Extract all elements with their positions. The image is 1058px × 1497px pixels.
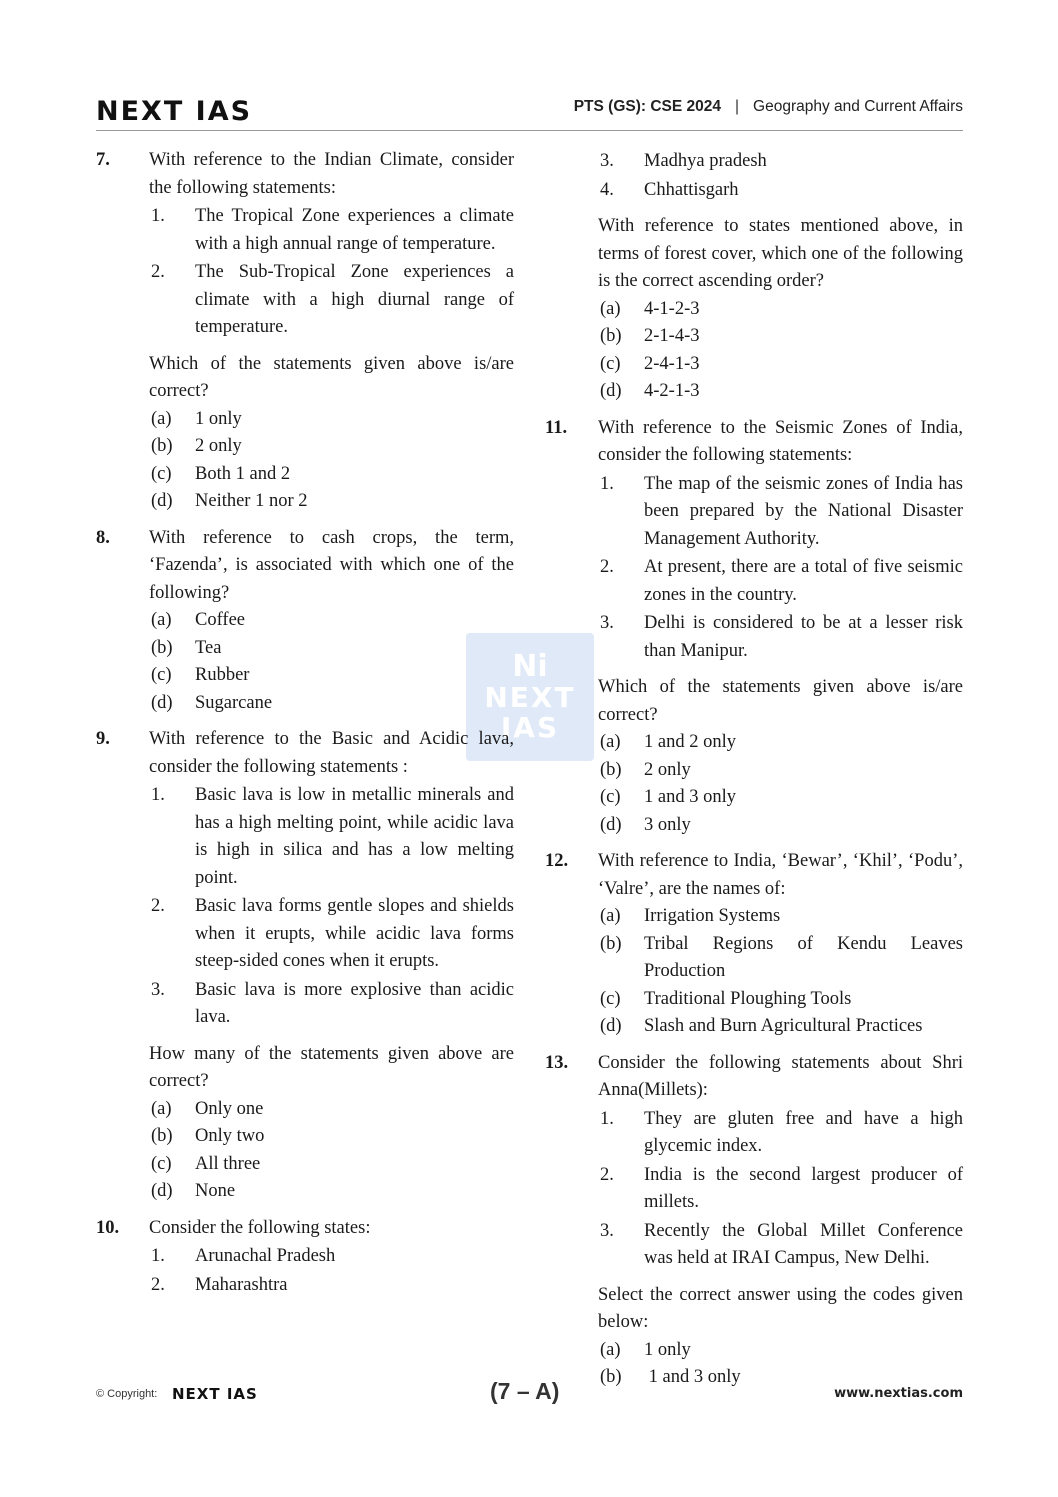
statement-text: Chhattisgarh xyxy=(644,179,739,200)
question-text: With reference to the Indian Climate, consider the following statements: xyxy=(149,150,514,198)
option-letter: (b) xyxy=(151,436,173,456)
header-separator: | xyxy=(735,98,740,115)
question-stem: Which of the statements given above is/are correct? xyxy=(149,353,514,401)
option xyxy=(598,378,963,406)
statement-text: Recently the Global Millet Conference was held at IRAI Campus, New Delhi. xyxy=(644,1220,963,1268)
statement-text: Basic lava forms gentle slopes and shields when it erupts, while acidic lava forms steep-sided cones when it erupts. xyxy=(195,896,514,971)
statement-number: 1. xyxy=(600,473,614,494)
statement-number: 3. xyxy=(600,151,614,171)
option xyxy=(149,488,514,516)
option-letter: (d) xyxy=(151,1181,173,1201)
option-letter: (b) xyxy=(151,637,173,658)
option xyxy=(149,662,514,690)
option-letter: (b) xyxy=(600,759,622,780)
statement-number: 2. xyxy=(600,1164,614,1185)
question-number: 9. xyxy=(96,729,110,749)
statement-text: Basic lava is low in metallic minerals and has a high melting point, while acidic lava is high in silica and has a low melting point. xyxy=(195,785,514,888)
statement xyxy=(598,1106,963,1161)
option xyxy=(149,1123,514,1151)
statement xyxy=(149,893,514,976)
option-letter: (a) xyxy=(600,906,621,926)
option-text: 1 only xyxy=(195,408,242,429)
question-stem: With reference to states mentioned above, in terms of forest cover, which one of the following is the correct ascending order? xyxy=(598,216,963,291)
statement-number: 1. xyxy=(151,206,165,226)
statement xyxy=(598,177,963,205)
question-text: Consider the following states: xyxy=(149,1217,371,1238)
question-stem: Which of the statements given above is/are correct? xyxy=(598,677,963,725)
option-letter: (d) xyxy=(600,1016,622,1036)
option-letter: (b) xyxy=(600,326,622,346)
statement xyxy=(149,977,514,1032)
option-letter: (a) xyxy=(600,298,621,319)
option xyxy=(149,1096,514,1124)
option-text: 4-1-2-3 xyxy=(644,298,700,319)
statement-number: 2. xyxy=(600,557,614,577)
option-letter: (c) xyxy=(151,665,172,685)
option xyxy=(149,461,514,489)
statement xyxy=(149,203,514,258)
question-number: 7. xyxy=(96,150,110,170)
question-10 xyxy=(96,1215,514,1300)
option xyxy=(598,986,963,1014)
option xyxy=(598,351,963,379)
option-text: Irrigation Systems xyxy=(644,906,781,926)
option-letter: (b) xyxy=(600,933,622,954)
statement xyxy=(598,471,963,554)
statement xyxy=(598,554,963,609)
statement xyxy=(149,1243,514,1271)
option-text: 1 and 3 only xyxy=(644,1367,741,1387)
statement-text: Arunachal Pradesh xyxy=(195,1246,336,1266)
option-text: 4-2-1-3 xyxy=(644,381,700,401)
question-7 xyxy=(96,147,514,516)
page-number: (7 – A) xyxy=(490,1378,560,1404)
watermark-mark: Ni xyxy=(512,649,548,684)
exam-title: PTS (GS): CSE 2024 xyxy=(573,98,722,115)
question-13 xyxy=(545,1050,963,1392)
statement-number: 3. xyxy=(151,979,165,1000)
statement xyxy=(598,610,963,665)
option xyxy=(598,812,963,840)
watermark-line-1: NEXT xyxy=(484,681,576,714)
option xyxy=(149,607,514,635)
option-text: Tea xyxy=(195,637,222,658)
option-text: None xyxy=(195,1181,236,1201)
option xyxy=(598,1337,963,1365)
option-text: 1 only xyxy=(644,1339,691,1360)
statement-text: The Sub-Tropical Zone experiences a climate with a high diurnal range of temperature. xyxy=(195,262,514,337)
statement xyxy=(149,1272,514,1300)
option xyxy=(598,323,963,351)
option-text: Both 1 and 2 xyxy=(195,463,291,484)
option-text: Neither 1 nor 2 xyxy=(195,491,308,511)
left-column xyxy=(96,147,514,1308)
option xyxy=(149,1178,514,1206)
option-letter: (a) xyxy=(600,1339,621,1360)
statement-number: 1. xyxy=(151,785,165,805)
statement-text: They are gluten free and have a high glycemic index. xyxy=(644,1108,963,1156)
option xyxy=(598,296,963,324)
statement-number: 2. xyxy=(151,1274,165,1295)
statement xyxy=(598,1162,963,1217)
statement-number: 3. xyxy=(600,1220,614,1241)
question-8 xyxy=(96,525,514,718)
option-letter: (c) xyxy=(151,463,172,484)
option-text: 1 and 2 only xyxy=(644,732,736,752)
footer-logo: NEXT IAS xyxy=(172,1385,258,1403)
statement-number: 2. xyxy=(151,262,165,282)
statement-number: 1. xyxy=(151,1246,165,1266)
page-header xyxy=(96,96,963,131)
option-letter: (a) xyxy=(151,1098,172,1119)
option-text: 2-4-1-3 xyxy=(644,353,700,374)
question-10-continued xyxy=(545,148,963,406)
statement-number: 3. xyxy=(600,613,614,633)
option-letter: (d) xyxy=(600,814,622,835)
spacer xyxy=(545,406,963,415)
statement-number: 4. xyxy=(600,179,614,200)
statement-text: Basic lava is more explosive than acidic lava. xyxy=(195,979,514,1027)
option-text: 2 only xyxy=(644,759,691,780)
option-letter: (c) xyxy=(600,353,621,374)
copyright-text: © Copyright: xyxy=(96,1388,158,1400)
question-number: 10. xyxy=(96,1217,120,1238)
option-letter: (d) xyxy=(151,692,173,713)
option xyxy=(149,1151,514,1179)
statement-text: The Tropical Zone experiences a climate with a high annual range of temperature. xyxy=(195,206,514,254)
option-text: Traditional Ploughing Tools xyxy=(644,988,852,1009)
option xyxy=(598,1013,963,1041)
option xyxy=(598,931,963,986)
option-text: 1 and 3 only xyxy=(644,787,736,807)
question-stem: How many of the statements given above are correct? xyxy=(149,1043,514,1091)
statement-text: Delhi is considered to be at a lesser risk than Manipur. xyxy=(644,613,963,661)
subject-title: Geography and Current Affairs xyxy=(753,98,963,115)
option xyxy=(149,406,514,434)
question-9 xyxy=(96,726,514,1206)
option-text: Tribal Regions of Kendu Leaves Production xyxy=(644,933,963,981)
option-letter: (a) xyxy=(151,610,172,630)
question-number: 13. xyxy=(545,1052,569,1073)
statement-text: The map of the seismic zones of India has been prepared by the National Disaster Management Authority. xyxy=(644,473,963,549)
question-number: 12. xyxy=(545,851,569,871)
next-ias-logo: NEXT IAS xyxy=(96,96,253,127)
option-letter: (d) xyxy=(600,381,622,401)
statement xyxy=(598,1218,963,1273)
option-text: Only two xyxy=(195,1126,265,1146)
question-text: With reference to cash crops, the term, ‘Fazenda’, is associated with which one of the following? xyxy=(149,527,514,603)
option-text: All three xyxy=(195,1153,261,1174)
statement-text: At present, there are a total of five seismic zones in the country. xyxy=(644,557,963,605)
option-letter: (b) xyxy=(151,1126,173,1146)
statement-text: Maharashtra xyxy=(195,1274,288,1295)
page-footer xyxy=(96,1378,963,1408)
option xyxy=(598,784,963,812)
statement xyxy=(149,782,514,892)
question-text: With reference to India, ‘Bewar’, ‘Khil’, ‘Podu’, ‘Valre’, are the names of: xyxy=(598,851,963,899)
option-letter: (d) xyxy=(151,491,173,511)
option-text: Sugarcane xyxy=(195,692,273,713)
question-text: With reference to the Basic and Acidic lava, consider the following statements : xyxy=(149,729,514,777)
option-text: Coffee xyxy=(195,610,245,630)
statement-text: India is the second largest producer of millets. xyxy=(644,1164,963,1212)
statement xyxy=(598,148,963,176)
question-text: Consider the following statements about Shri Anna(Millets): xyxy=(598,1052,963,1100)
option-text: Only one xyxy=(195,1098,264,1119)
statement xyxy=(149,259,514,342)
statement-text: Madhya pradesh xyxy=(644,151,767,171)
right-column xyxy=(545,147,963,1401)
option-text: 2 only xyxy=(195,436,242,456)
question-number: 8. xyxy=(96,527,110,548)
option-letter: (c) xyxy=(600,787,621,807)
option-letter: (c) xyxy=(151,1153,172,1174)
option-text: 3 only xyxy=(644,814,691,835)
option-text: 2-1-4-3 xyxy=(644,326,700,346)
header-info xyxy=(574,98,963,116)
watermark-line-2: IAS xyxy=(500,711,560,744)
option xyxy=(149,635,514,663)
statement-number: 2. xyxy=(151,896,165,916)
question-number: 11. xyxy=(545,417,568,438)
option xyxy=(598,729,963,757)
question-12 xyxy=(545,848,963,1041)
option-text: Slash and Burn Agricultural Practices xyxy=(644,1016,923,1036)
option-letter: (b) xyxy=(600,1367,622,1387)
option-letter: (a) xyxy=(151,408,172,429)
option xyxy=(598,903,963,931)
option xyxy=(149,690,514,718)
website-link: www.nextias.com xyxy=(834,1386,963,1401)
option xyxy=(598,757,963,785)
question-text: With reference to the Seismic Zones of India, consider the following statements: xyxy=(598,417,963,465)
option-letter: (c) xyxy=(600,988,621,1009)
option-letter: (a) xyxy=(600,732,621,752)
option-text: Rubber xyxy=(195,665,250,685)
statement-number: 1. xyxy=(600,1108,614,1129)
question-stem: Select the correct answer using the codes given below: xyxy=(598,1284,963,1332)
question-11 xyxy=(545,415,963,840)
option xyxy=(149,433,514,461)
